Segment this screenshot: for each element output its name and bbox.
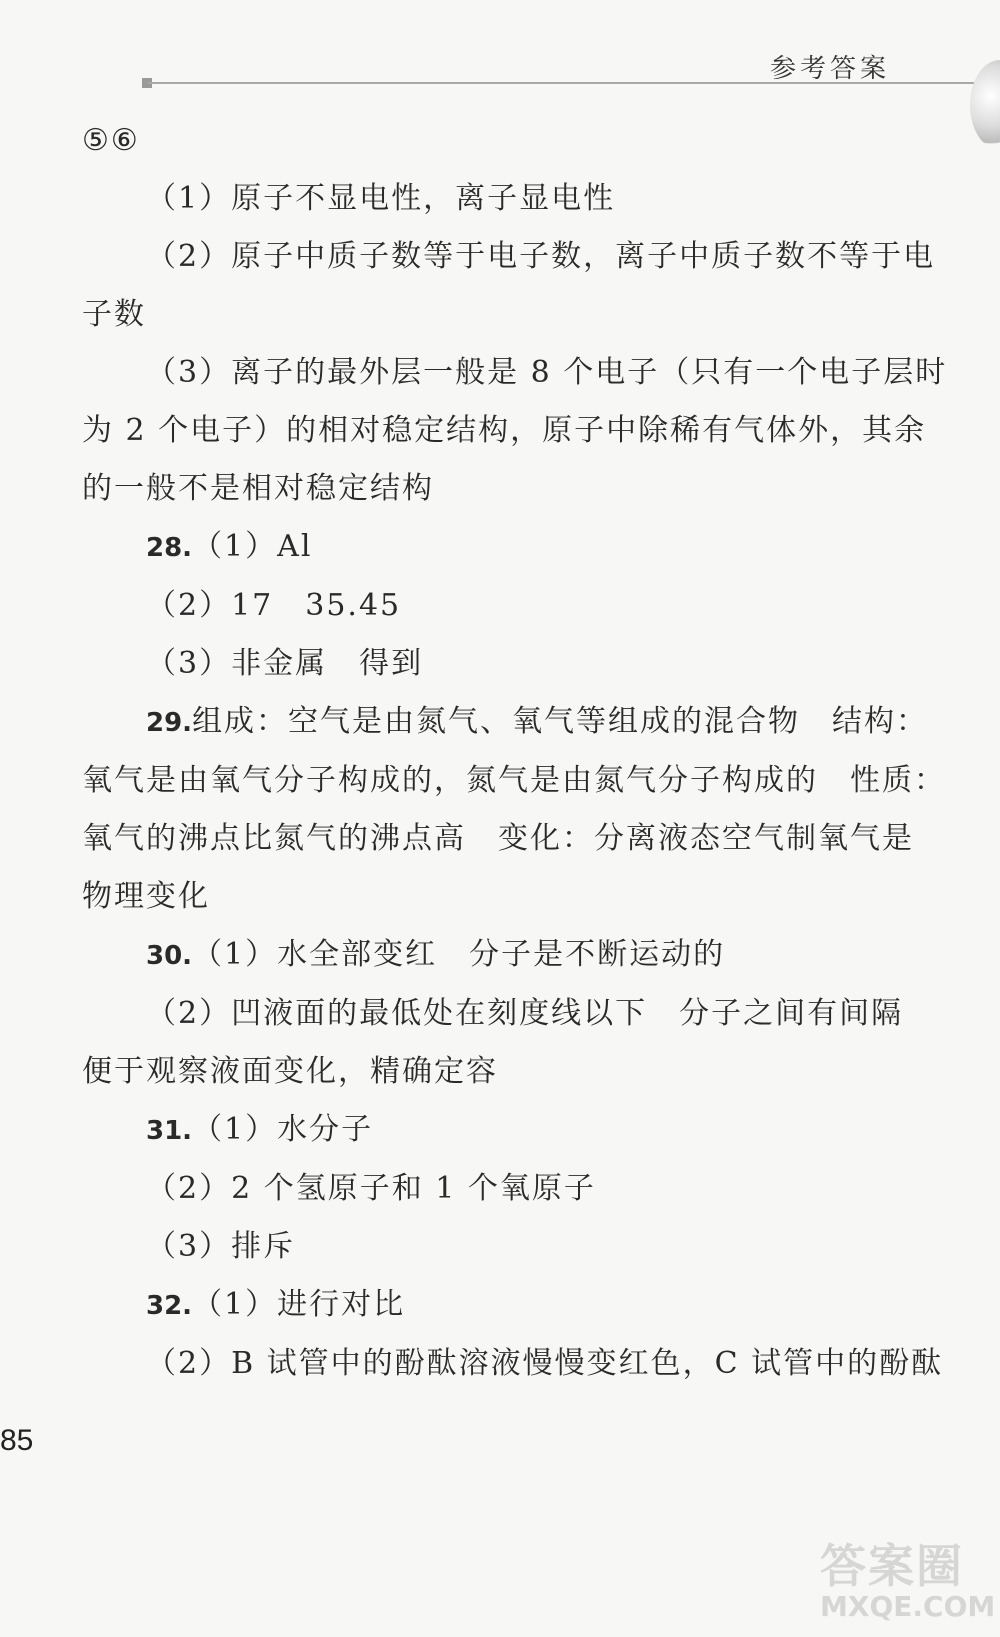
answer-line — [82, 1335, 982, 1393]
line-text: 的一般不是相对稳定结构 — [82, 471, 434, 506]
question-line — [82, 926, 982, 985]
answer-line — [82, 170, 982, 228]
watermark-main: 答案圈 — [820, 1539, 964, 1593]
line-text: 子数 — [82, 297, 146, 332]
line-text: （1）水分子 — [192, 1112, 374, 1147]
answer-line — [82, 112, 982, 170]
line-text: （2）原子中质子数等于电子数，离子中质子数不等于电 — [146, 239, 936, 274]
question-line — [82, 1101, 982, 1160]
line-text: 氧气的沸点比氮气的沸点高 变化：分离液态空气制氧气是 — [82, 821, 914, 856]
page-number: 85 — [0, 1424, 34, 1457]
answer-line — [82, 1218, 982, 1276]
question-number: 28. — [146, 533, 193, 563]
question-number: 30. — [146, 941, 193, 971]
answer-line — [82, 868, 982, 926]
answer-content — [82, 112, 982, 1393]
line-text: 氧气是由氧气分子构成的，氮气是由氮气分子构成的 性质： — [82, 763, 946, 798]
question-number: 32. — [146, 1291, 193, 1321]
line-text: 物理变化 — [82, 879, 210, 914]
question-number: 29. — [146, 708, 193, 738]
watermark-sub: MXQE.COM — [820, 1590, 996, 1623]
answer-line — [82, 460, 982, 518]
line-text: （2）17 35.45 — [146, 588, 402, 623]
question-line — [82, 1276, 982, 1335]
line-text: （1）Al — [192, 529, 313, 564]
answer-line — [82, 752, 982, 810]
question-number: 31. — [146, 1116, 193, 1146]
answer-line — [82, 635, 982, 693]
line-text: （3）排斥 — [146, 1229, 296, 1264]
question-line — [82, 518, 982, 577]
line-text: 便于观察液面变化，精确定容 — [82, 1054, 498, 1089]
line-text: （1）水全部变红 分子是不断运动的 — [192, 937, 726, 972]
line-text: （1）进行对比 — [192, 1287, 406, 1322]
answer-line — [82, 985, 982, 1043]
question-line — [82, 693, 982, 752]
line-text: （1）原子不显电性，离子显电性 — [146, 181, 616, 216]
header-label: 参考答案 — [770, 54, 891, 84]
answer-line — [82, 402, 982, 460]
line-text: ⑤⑥ — [82, 123, 140, 158]
answer-line — [82, 344, 982, 402]
answer-line — [82, 577, 982, 635]
line-text: （3）离子的最外层一般是 8 个电子（只有一个电子层时 — [146, 355, 948, 390]
watermark-logo — [820, 1530, 995, 1630]
line-text: 组成：空气是由氮气、氧气等组成的混合物 结构： — [192, 704, 929, 739]
answer-line — [82, 1160, 982, 1218]
answer-line — [82, 286, 982, 344]
line-text: （2）2 个氢原子和 1 个氧原子 — [146, 1171, 596, 1206]
line-text: （2）B 试管中的酚酞溶液慢慢变红色，C 试管中的酚酞 — [146, 1346, 944, 1381]
answer-line — [82, 810, 982, 868]
answer-line — [82, 1043, 982, 1101]
answer-line — [82, 228, 982, 286]
line-text: （3）非金属 得到 — [146, 646, 424, 681]
line-text: 为 2 个电子）的相对稳定结构，原子中除稀有气体外，其余 — [82, 413, 927, 448]
line-text: （2）凹液面的最低处在刻度线以下 分子之间有间隔 — [146, 996, 904, 1031]
